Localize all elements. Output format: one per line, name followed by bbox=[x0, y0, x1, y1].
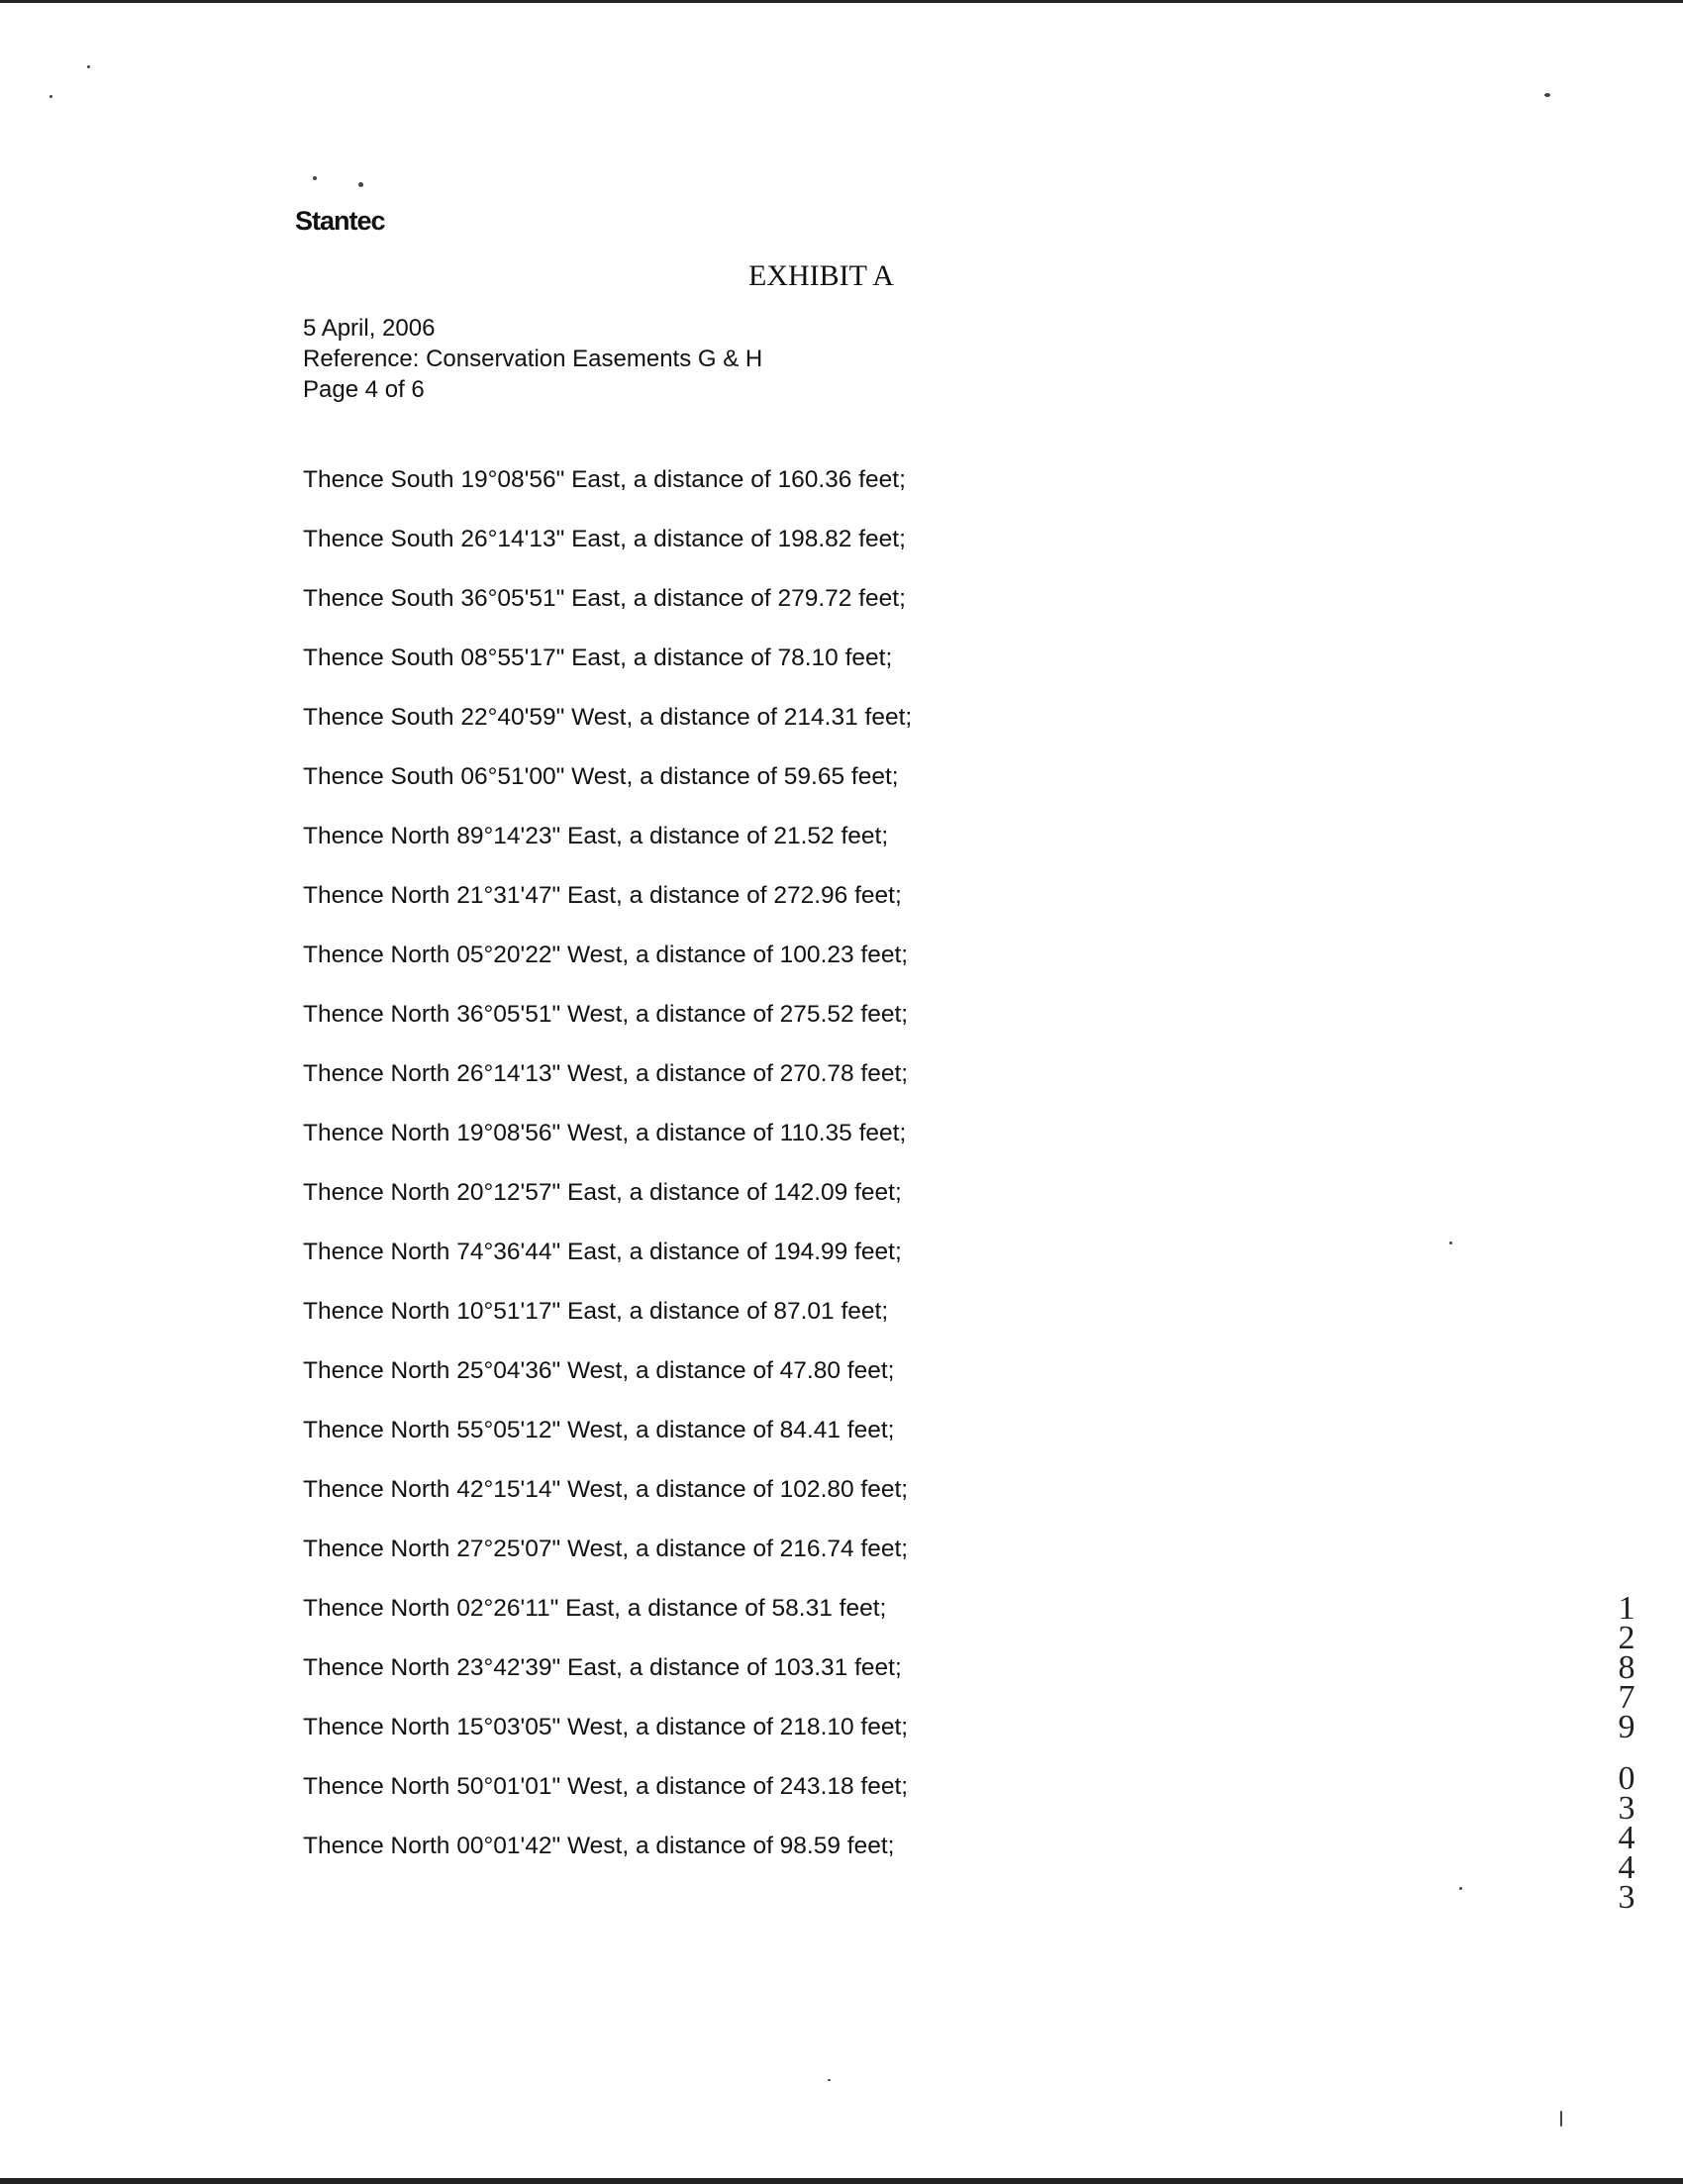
document-date: 5 April, 2006 bbox=[303, 315, 436, 342]
recording-digit: 9 bbox=[1618, 1709, 1635, 1745]
recording-digit: 0 bbox=[1618, 1760, 1635, 1797]
recording-digit: 2 bbox=[1618, 1620, 1635, 1656]
letter-header bbox=[303, 313, 762, 405]
recording-digit: 3 bbox=[1618, 1790, 1635, 1827]
scan-speck bbox=[358, 182, 363, 187]
course-line: Thence North 10°51'17" East, a distance of 87.01 feet; bbox=[303, 1298, 889, 1325]
course-line: Thence North 36°05'51" West, a distance of 275.52 feet; bbox=[303, 1001, 909, 1028]
recording-digit: 4 bbox=[1618, 1820, 1635, 1856]
course-line: Thence North 26°14'13" West, a distance of 270.78 feet; bbox=[303, 1060, 909, 1087]
course-line: Thence North 74°36'44" East, a distance of 194.99 feet; bbox=[303, 1239, 902, 1265]
course-line: Thence North 00°01'42" West, a distance of 98.59 feet; bbox=[303, 1833, 895, 1859]
course-line: Thence South 26°14'13" East, a distance of 198.82 feet; bbox=[303, 526, 906, 552]
page-number: Page 4 of 6 bbox=[303, 376, 425, 403]
course-line: Thence South 19°08'56" East, a distance of 160.36 feet; bbox=[303, 466, 906, 493]
course-line: Thence South 22°40'59" West, a distance of 214.31 feet; bbox=[303, 704, 913, 731]
course-line: Thence North 15°03'05" West, a distance of 218.10 feet; bbox=[303, 1714, 909, 1740]
recording-digit: 8 bbox=[1618, 1649, 1635, 1686]
scan-speck bbox=[1449, 1241, 1452, 1244]
course-line: Thence North 27°25'07" West, a distance of 216.74 feet; bbox=[303, 1536, 909, 1562]
exhibit-title: EXHIBIT A bbox=[748, 259, 894, 292]
scan-speck bbox=[828, 2079, 831, 2081]
course-line: Thence North 25°04'36" West, a distance of 47.80 feet; bbox=[303, 1357, 895, 1384]
course-line: Thence South 08°55'17" East, a distance of 78.10 feet; bbox=[303, 645, 893, 671]
scan-speck bbox=[87, 65, 90, 68]
scan-top-edge bbox=[0, 0, 1683, 3]
recording-digit: 3 bbox=[1618, 1879, 1635, 1916]
course-line: Thence North 55°05'12" West, a distance of 84.41 feet; bbox=[303, 1417, 895, 1443]
recording-digit: 4 bbox=[1618, 1849, 1635, 1886]
course-line: Thence North 23°42'39" East, a distance of 103.31 feet; bbox=[303, 1654, 902, 1681]
course-line: Thence North 05°20'22" West, a distance of 100.23 feet; bbox=[303, 942, 909, 968]
scan-speck bbox=[313, 176, 317, 180]
scan-speck bbox=[1544, 93, 1550, 97]
course-line: Thence North 50°01'01" West, a distance of 243.18 feet; bbox=[303, 1773, 909, 1800]
scan-bottom-edge bbox=[0, 2178, 1683, 2184]
scan-speck bbox=[1560, 2111, 1562, 2127]
course-line: Thence North 20°12'57" East, a distance of 142.09 feet; bbox=[303, 1179, 902, 1206]
course-line: Thence North 42°15'14" West, a distance of 102.80 feet; bbox=[303, 1476, 909, 1503]
scan-speck bbox=[50, 95, 52, 98]
course-line: Thence South 06°51'00" West, a distance of 59.65 feet; bbox=[303, 763, 899, 790]
course-line: Thence North 19°08'56" West, a distance of 110.35 feet; bbox=[303, 1120, 907, 1146]
recording-digit: 1 bbox=[1618, 1590, 1635, 1627]
document-reference: Reference: Conservation Easements G & H bbox=[303, 346, 763, 372]
company-logo: Stantec bbox=[295, 206, 385, 236]
course-line: Thence North 02°26'11" East, a distance of 58.31 feet; bbox=[303, 1595, 887, 1622]
course-line: Thence North 89°14'23" East, a distance of 21.52 feet; bbox=[303, 823, 889, 849]
recording-digit: 7 bbox=[1618, 1679, 1635, 1716]
course-line: Thence South 36°05'51" East, a distance of 279.72 feet; bbox=[303, 585, 906, 612]
recording-stamp-number bbox=[1612, 1590, 1641, 1916]
course-line: Thence North 21°31'47" East, a distance of 272.96 feet; bbox=[303, 882, 902, 909]
metes-and-bounds-list bbox=[303, 465, 912, 1891]
scan-speck bbox=[1459, 1887, 1462, 1890]
